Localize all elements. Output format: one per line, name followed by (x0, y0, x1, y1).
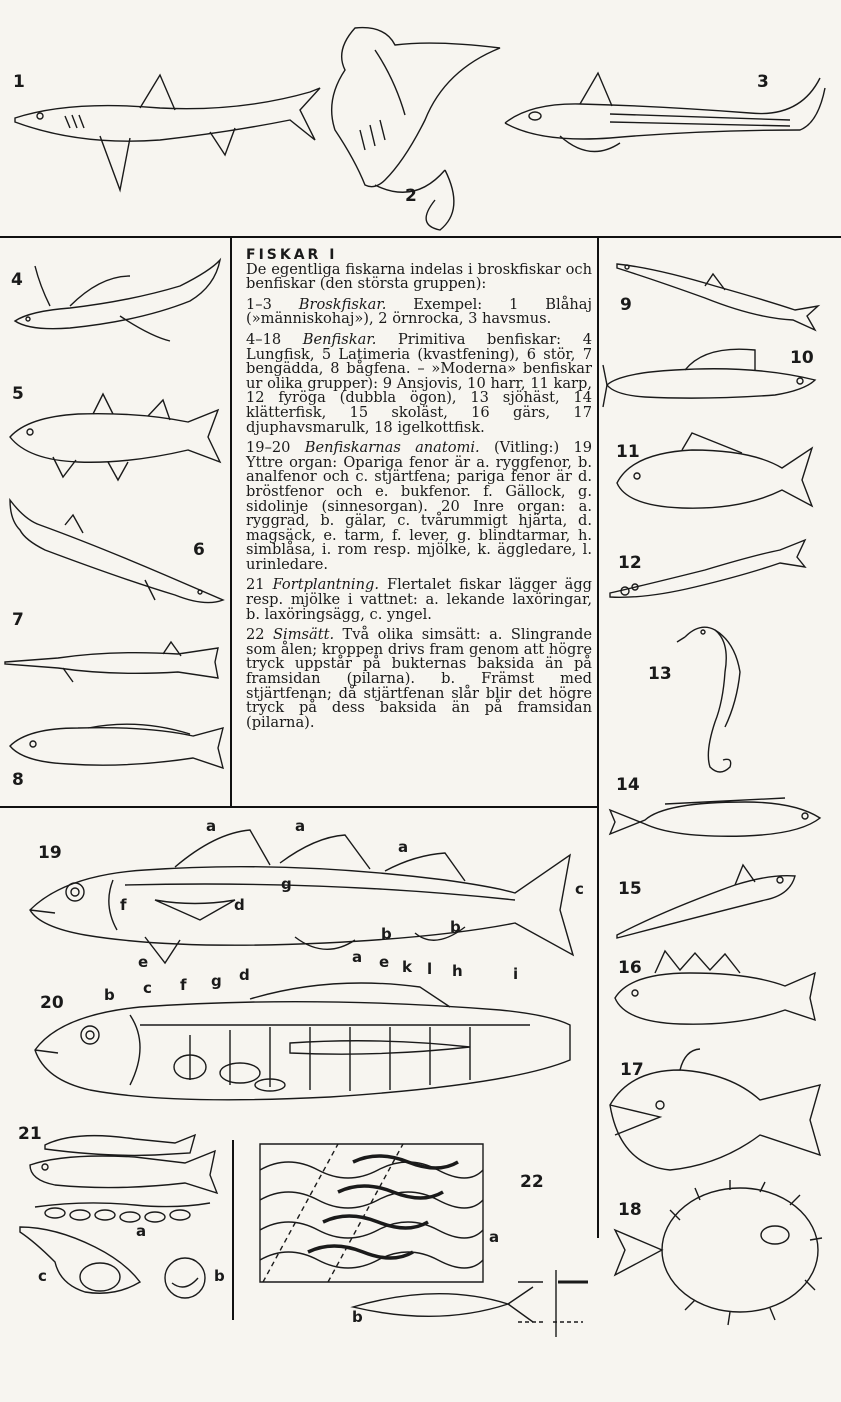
figure-number-19: 19 (38, 843, 62, 863)
title-simsatt: Simsätt. (273, 626, 335, 644)
fig19-label-d: d (234, 896, 245, 914)
text-bottom-divider (0, 806, 598, 808)
fry-illustration (15, 1222, 145, 1302)
fig20-label-c: c (143, 979, 152, 997)
fig20-label-g: g (211, 972, 222, 990)
figure-number-2: 2 (405, 186, 417, 206)
figure-number-3: 3 (757, 72, 769, 92)
figure-number-21: 21 (18, 1124, 42, 1144)
fig19-label-b2: b (450, 918, 461, 936)
figure-number-13: 13 (648, 664, 672, 684)
swimming-modes-diagram (258, 1142, 598, 1337)
fig19-label-e: e (138, 953, 149, 971)
figure-number-5: 5 (12, 384, 24, 404)
title-benfiskar: Benfiskar. (302, 330, 377, 348)
figure-number-20: 20 (40, 993, 64, 1013)
paragraph-simsatt (246, 628, 592, 730)
fig20-label-l: l (427, 960, 433, 978)
description-text (246, 248, 592, 736)
title-broskfiskar: Broskfiskar. (298, 295, 387, 313)
blue-shark-illustration (10, 70, 330, 200)
seahorse-illustration (675, 612, 755, 782)
trout-egg-illustration (160, 1253, 210, 1303)
figure-number-17: 17 (620, 1060, 644, 1080)
figure-number-11: 11 (616, 442, 640, 462)
body-simsatt: Två olika simsätt: a. Slingrande som ålen; kroppen drivs fram genom att högre tryck uppstår på bukternas baksida än på framsidan (pilarna). b. Främst med stjärtfenan; då stjärtfenan slår blir det högre tryck på dess baksida än på framsidan (pilarna). (246, 626, 592, 731)
fig21-label-b: b (214, 1267, 225, 1285)
range-19-20: 19–20 (246, 439, 291, 457)
fig20-label-i: i (513, 965, 519, 983)
fig19-label-g: g (281, 875, 292, 893)
fig20-label-k: k (402, 958, 412, 976)
gar-illustration (3, 640, 223, 685)
fig19-label-a3: a (398, 838, 409, 856)
fig20-label-h: h (452, 962, 463, 980)
fig22-label-a: a (489, 1228, 500, 1246)
fig20-label-d: d (239, 966, 250, 984)
section-heading: FISKAR I (246, 247, 338, 263)
fig20-label-a: a (352, 948, 363, 966)
figure-number-8: 8 (12, 770, 24, 790)
fig19-label-a2: a (295, 817, 306, 835)
fig20-label-b: b (104, 986, 115, 1004)
whiting-external-anatomy-illustration (25, 825, 580, 970)
figure-number-22: 22 (520, 1172, 544, 1192)
body-anatomi: (Vitling:) 19 Yttre organ: Opariga fenor är a. ryggfenor, b. analfenor och c. stjärtfena; pariga fenor är d. bröstfenor och e. bukfenor. f. Gällock, g. sidolinje (sinnesorgan). 20 Inre organ: a. ryggrad, b. gälar, c. tvårummigt hjärta, d. magsäck, e. tarm, f. lever, g. blindtarmar, h. simblåsa, i. rom resp. mjölke, k. äggledare, l. urinledare. (246, 439, 593, 573)
paragraph-broskfiskar (246, 295, 593, 328)
title-anatomi: Benfiskarnas anatomi. (304, 439, 480, 457)
four-eyed-fish-illustration (605, 535, 810, 605)
porcupinefish-illustration (610, 1180, 825, 1330)
range-22: 22 (246, 626, 265, 644)
body-benfiskar: Primitiva benfiskar: 4 Lungfisk, 5 Latimeria (kvastfening), 6 stör, 7 bengädda, 8 bågfena. – »Moderna» benfiskar ur olika grupper): 9 Ansjovis, 10 harr, 11 karp, 12 fyröga (dubbla ögon), 13 sjöhäst, 14 klätterfisk, 15 skoläst, 16 gärs, 17 djuphavsmarulk, 18 igelkottfisk. (246, 330, 593, 436)
fig19-label-a1: a (206, 817, 217, 835)
fig20-label-f: f (180, 976, 187, 994)
figure-number-14: 14 (616, 775, 640, 795)
range-4-18: 4–18 (246, 330, 282, 348)
top-divider (0, 236, 841, 238)
ruffe-illustration (610, 948, 820, 1033)
carp-illustration (612, 428, 817, 518)
chimaera-illustration (500, 68, 830, 168)
fig21-22-divider (232, 1140, 234, 1320)
sturgeon-illustration (5, 495, 225, 610)
spawning-trout-illustration (25, 1125, 225, 1225)
fig22-label-b: b (352, 1308, 363, 1326)
lungfish-illustration (10, 256, 225, 346)
figure-number-12: 12 (618, 553, 642, 573)
fig21-label-c: c (38, 1267, 47, 1285)
right-column-divider (597, 238, 599, 1238)
figure-number-9: 9 (620, 295, 632, 315)
intro-text: De egentliga fiskarna indelas i broskfiskar och benfiskar (den största gruppen): (246, 260, 592, 293)
fig20-label-e: e (379, 953, 390, 971)
paragraph-anatomi (246, 441, 592, 572)
eagle-ray-illustration (315, 20, 510, 235)
bowfin-illustration (8, 718, 226, 773)
fig21-label-a: a (136, 1222, 147, 1240)
body-broskfiskar: Exempel: 1 Blåhaj (»människohaj»), 2 örnrocka, 3 havsmus. (246, 295, 593, 328)
paragraph-fortplantning (246, 578, 592, 622)
left-column-divider (230, 238, 232, 808)
figure-number-10: 10 (790, 348, 814, 368)
fig19-label-b1: b (381, 925, 392, 943)
figure-number-15: 15 (618, 879, 642, 899)
title-fortplantning: Fortplantning. (272, 576, 379, 594)
anchovy-illustration (615, 258, 820, 333)
figure-number-16: 16 (618, 958, 642, 978)
fig19-label-f: f (120, 896, 127, 914)
figure-number-4: 4 (11, 270, 23, 290)
figure-number-18: 18 (618, 1200, 642, 1220)
coelacanth-illustration (8, 392, 223, 482)
body-fortplantning: Flertalet fiskar lägger ägg resp. mjölke i vattnet: a. lekande laxöringar, b. laxöringsägg, c. yngel. (246, 576, 593, 623)
grayling-illustration (605, 345, 820, 415)
paragraph-benfiskar (246, 330, 593, 436)
climbing-perch-illustration (605, 790, 825, 850)
range-1-3: 1–3 (246, 295, 272, 313)
figure-number-1: 1 (13, 72, 25, 92)
range-21: 21 (246, 576, 265, 594)
deep-sea-anglerfish-illustration (600, 1045, 825, 1180)
fig19-label-c: c (575, 880, 584, 898)
schoolmaster-fish-illustration (615, 860, 800, 940)
figure-number-6: 6 (193, 540, 205, 560)
intro-paragraph (246, 260, 592, 293)
figure-number-7: 7 (12, 610, 24, 630)
